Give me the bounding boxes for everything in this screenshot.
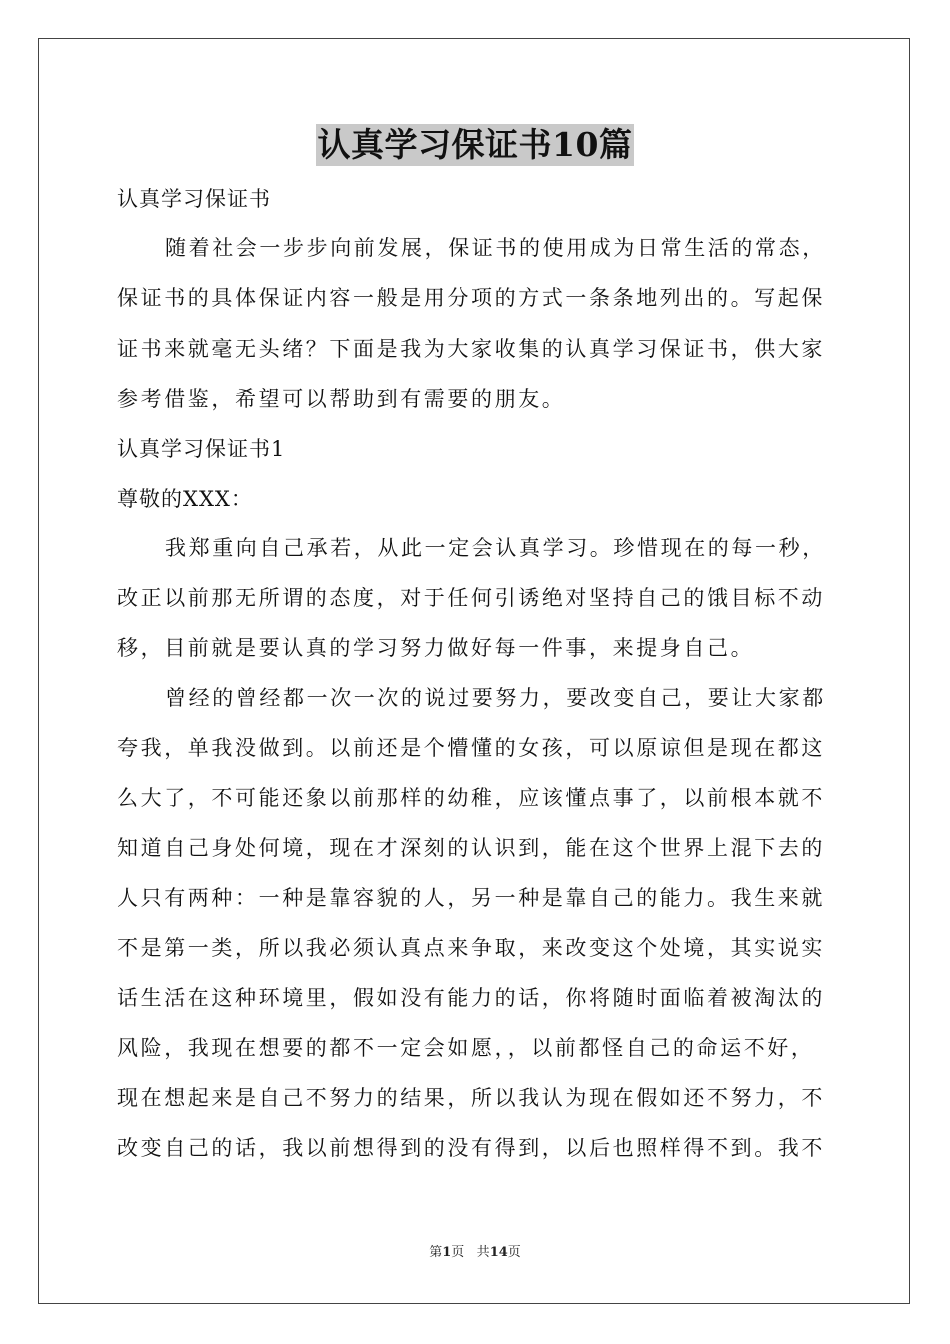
paragraph-line: 知道自己身处何境，现在才深刻的认识到，能在这个世界上混下去的 [117, 836, 825, 860]
footer-total-pages: 14 [489, 1245, 508, 1260]
footer-total-suffix: 页 [507, 1245, 521, 1260]
intro-line: 保证书的具体保证内容一般是用分项的方式一条条地列出的。写起保 [117, 286, 825, 310]
paragraph-line: 夸我，单我没做到。以前还是个懵懂的女孩，可以原谅但是现在都这 [117, 736, 825, 760]
footer-prefix: 第 [429, 1245, 443, 1260]
paragraph-line: 改变自己的话，我以前想得到的没有得到，以后也照样得不到。我不 [117, 1136, 825, 1160]
paragraph-line: 么大了，不可能还象以前那样的幼稚，应该懂点事了，以前根本就不 [117, 786, 825, 810]
paragraph-line: 风险，我现在想要的都不一定会如愿，，以前都怪自己的命运不好， [117, 1036, 815, 1060]
section-title: 认真学习保证书1 [117, 437, 286, 461]
document-heading: 认真学习保证书 [117, 187, 271, 211]
page-border [38, 38, 910, 1304]
salutation: 尊敬的XXX： [117, 487, 253, 511]
paragraph-line: 不是第一类，所以我必须认真点来争取，来改变这个处境，其实说实 [117, 936, 825, 960]
intro-line: 随着社会一步步向前发展，保证书的使用成为日常生活的常态， [165, 236, 826, 260]
paragraph-line: 曾经的曾经都一次一次的说过要努力，要改变自己，要让大家都 [165, 686, 826, 710]
intro-line: 参考借鉴，希望可以帮助到有需要的朋友。 [117, 387, 566, 411]
footer-page-suffix: 页 [451, 1245, 465, 1260]
paragraph-line: 移，目前就是要认真的学习努力做好每一件事，来提身自己。 [117, 636, 755, 660]
page-footer [0, 1245, 950, 1261]
paragraph-line: 现在想起来是自己不努力的结果，所以我认为现在假如还不努力，不 [117, 1086, 825, 1110]
paragraph-line: 话生活在这种环境里，假如没有能力的话，你将随时面临着被淘汰的 [117, 986, 825, 1010]
paragraph-line: 改正以前那无所谓的态度，对于任何引诱绝对坚持自己的饿目标不动 [117, 586, 825, 610]
footer-page-number: 1 [442, 1245, 452, 1260]
title-container [0, 124, 950, 166]
paragraph-line: 我郑重向自己承若，从此一定会认真学习。珍惜现在的每一秒， [165, 536, 826, 560]
paragraph-line: 人只有两种：一种是靠容貌的人，另一种是靠自己的能力。我生来就 [117, 886, 825, 910]
document-title: 认真学习保证书10篇 [317, 125, 633, 164]
footer-total-prefix: 共 [476, 1245, 490, 1260]
intro-line: 证书来就毫无头绪？下面是我为大家收集的认真学习保证书，供大家 [117, 337, 825, 361]
